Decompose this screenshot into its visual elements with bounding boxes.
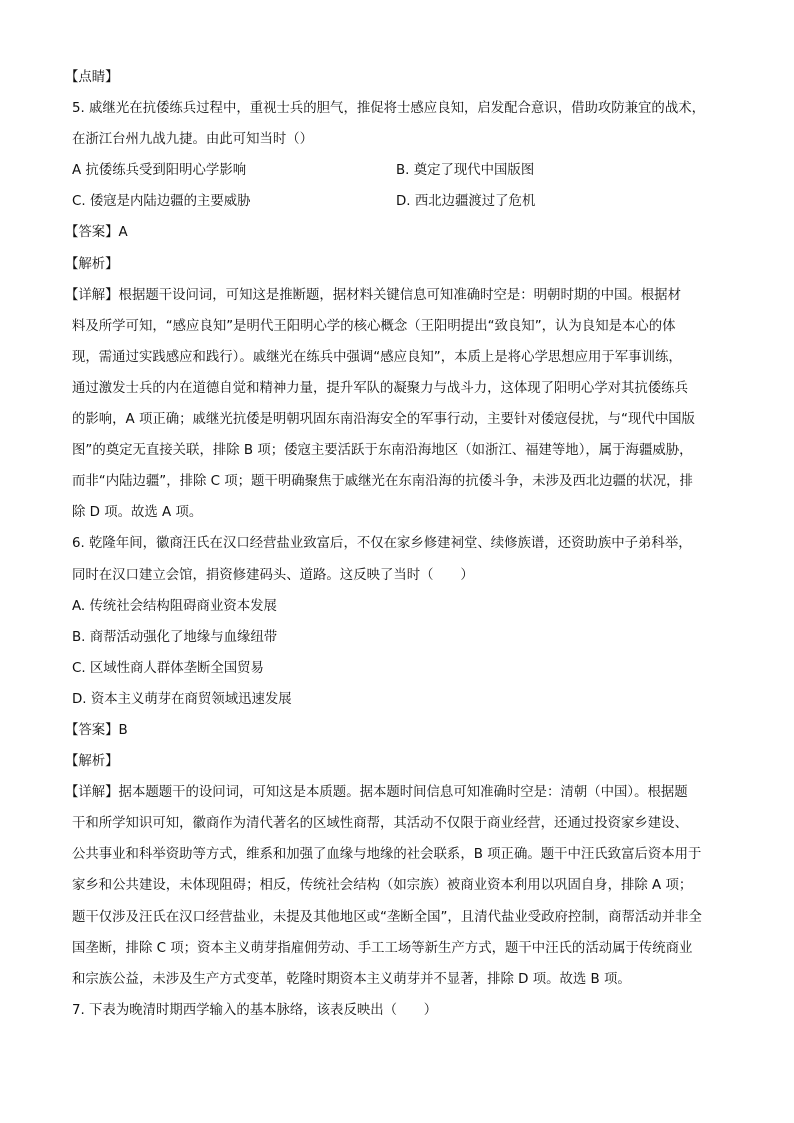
- q7-stem-line: 7. 下表为晚清时期西学输入的基本脉络，该表反映出（ ）: [72, 1002, 438, 1018]
- q5-options-row: [72, 155, 736, 186]
- question-7: [72, 995, 736, 1026]
- q5-option-a: A 抗倭练兵受到阳明心学影响: [72, 163, 247, 179]
- question-6: [65, 528, 736, 994]
- q6-option-c: C. 区域性商人群体垄断全国贸易: [72, 660, 264, 676]
- q5-detail-line: 的影响，A 项正确；戚继光抗倭是明朝巩固东南沿海安全的军事行动，主要针对倭寇侵扰，与“现代中国版: [72, 412, 695, 428]
- q6-analysis-label: 【解析】: [65, 754, 119, 770]
- q5-detail-line: 【详解】根据题干设问词，可知这是推断题，据材料关键信息可知准确时空是：明朝时期的中国。根据材: [65, 287, 681, 303]
- q5-answer: 【答案】A: [65, 225, 128, 241]
- document-content: [65, 62, 736, 1026]
- q5-option-b: B. 奠定了现代中国版图: [396, 163, 535, 179]
- q5-detail-line: 而非“内陆边疆”，排除 C 项；题干明确聚焦于戚继光在东南沿海的抗倭斗争，未涉及西北边疆的状况，排: [72, 474, 693, 490]
- q6-answer: 【答案】B: [65, 722, 128, 738]
- q5-detail-line: 除 D 项。故选 A 项。: [72, 505, 203, 521]
- q6-detail-line: 题干仅涉及汪氏在汉口经营盐业，未提及其他地区或“垄断全国”，且清代盐业受政府控制，商帮活动并非全: [72, 909, 702, 925]
- section-heading-dianjing: 【点睛】: [65, 70, 119, 85]
- q5-options-row: [72, 186, 736, 217]
- q6-option-a: A. 传统社会结构阻碍商业资本发展: [72, 598, 277, 614]
- q5-detail-line: 通过激发士兵的内在道德自觉和精神力量，提升军队的凝聚力与战斗力，这体现了阳明心学对其抗倭练兵: [72, 380, 688, 396]
- q6-detail-line: 和宗族公益，未涉及生产方式变革，乾隆时期资本主义萌芽并不显著，排除 D 项。故选 B 项。: [72, 971, 631, 987]
- q6-detail-line: 国垄断，排除 C 项；资本主义萌芽指雇佣劳动、手工工场等新生产方式，题干中汪氏的活动属于传统商业: [72, 940, 693, 956]
- q6-detail-line: 家乡和公共建设，未体现阻碍；相反，传统社会结构（如宗族）被商业资本利用以巩固自身，排除 A 项；: [72, 878, 693, 894]
- q6-option-d: D. 资本主义萌芽在商贸领域迅速发展: [72, 691, 292, 707]
- q5-option-d: D. 西北边疆渡过了危机: [396, 194, 536, 210]
- q6-detail-line: 【详解】据本题题干的设问词，可知这是本质题。据本题时间信息可知准确时空是：清朝（中国）。根据题: [65, 785, 688, 801]
- q6-detail-line: 干和所学知识可知，徽商作为清代著名的区域性商帮，其活动不仅限于商业经营，还通过投资家乡建设、: [72, 816, 688, 832]
- q5-stem-line: 在浙江台州九战九捷。由此可知当时（）: [72, 132, 314, 148]
- q5-detail-line: 图”的奠定无直接关联，排除 B 项；倭寇主要活跃于东南沿海地区（如浙江、福建等地），属于海疆威胁，: [72, 443, 693, 459]
- q5-detail-line: 料及所学可知，“感应良知”是明代王阳明心学的核心概念（王阳明提出“致良知”，认为良知是本心的体: [72, 318, 676, 334]
- q5-analysis-label: 【解析】: [65, 256, 119, 272]
- q6-detail-line: 公共事业和科举资助等方式，维系和加强了血缘与地缘的社会联系，B 项正确。题干中汪氏致富后资本用于: [72, 847, 702, 863]
- question-5: [65, 93, 736, 528]
- q6-option-b: B. 商帮活动强化了地缘与血缘纽带: [72, 629, 278, 645]
- q5-detail-line: 现，需通过实践感应和践行）。戚继光在练兵中强调“感应良知”，本质上是将心学思想应用于军事训练，: [72, 349, 682, 365]
- q6-stem-line: 同时在汉口建立会馆，捐资修建码头、道路。这反映了当时（ ）: [72, 567, 474, 583]
- q6-stem-line: 6. 乾隆年间，徽商汪氏在汉口经营盐业致富后，不仅在家乡修建祠堂、续修族谱，还资助族中子弟科举，: [72, 536, 692, 552]
- q5-stem-line: 5. 戚继光在抗倭练兵过程中，重视士兵的胆气，推促将士感应良知，启发配合意识，借助攻防兼宜的战术，: [72, 101, 705, 117]
- q5-option-c: C. 倭寇是内陆边疆的主要威胁: [72, 194, 251, 210]
